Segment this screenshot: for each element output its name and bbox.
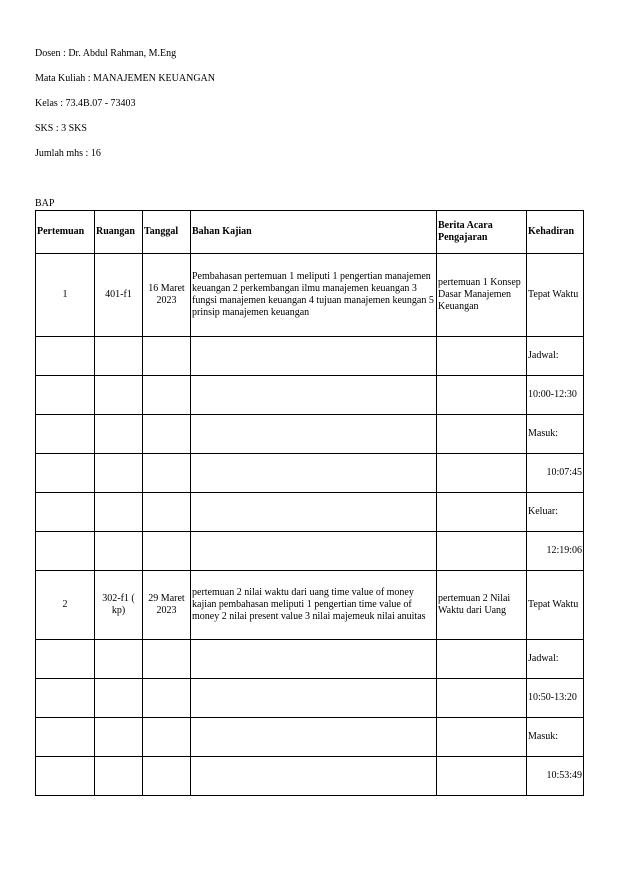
- table-row: [36, 640, 584, 679]
- mata-kuliah-line: Mata Kuliah : MANAJEMEN KEUANGAN: [35, 73, 215, 84]
- kelas-line: Kelas : 73.4B.07 - 73403: [35, 98, 136, 109]
- col-header-ruangan: Ruangan: [95, 211, 143, 254]
- bahan-kajian-cell: pertemuan 2 nilai waktu dari uang time value of money kajian pembahasan meliputi 1 pengertian time value of money 2 nilai present value 3 nilai majemeuk nilai anuitas: [191, 571, 437, 640]
- jadwal-label: Jadwal:: [527, 337, 584, 376]
- kehadiran-cell: Tepat Waktu: [527, 571, 584, 640]
- masuk-label: Masuk:: [527, 415, 584, 454]
- pertemuan-cell: 1: [36, 254, 95, 337]
- table-row: [36, 532, 584, 571]
- table-row: [36, 571, 584, 640]
- bap-table: [35, 210, 584, 796]
- table-row: [36, 337, 584, 376]
- keluar-label: Keluar:: [527, 493, 584, 532]
- tanggal-cell: 16 Maret 2023: [143, 254, 191, 337]
- masuk-value: 10:07:45: [527, 454, 584, 493]
- kehadiran-cell: Tepat Waktu: [527, 254, 584, 337]
- jadwal-value: 10:50-13:20: [527, 679, 584, 718]
- dosen-line: Dosen : Dr. Abdul Rahman, M.Eng: [35, 48, 177, 59]
- col-header-kehadiran: Kehadiran: [527, 211, 584, 254]
- masuk-label: Masuk:: [527, 718, 584, 757]
- sks-line: SKS : 3 SKS: [35, 123, 87, 134]
- pertemuan-cell: 2: [36, 571, 95, 640]
- table-row: [36, 454, 584, 493]
- berita-acara-cell: pertemuan 1 Konsep Dasar Manajemen Keuangan: [437, 254, 527, 337]
- ruangan-cell: 401-f1: [95, 254, 143, 337]
- table-row: [36, 757, 584, 796]
- masuk-value: 10:53:49: [527, 757, 584, 796]
- jadwal-label: Jadwal:: [527, 640, 584, 679]
- col-header-bahan-kajian: Bahan Kajian: [191, 211, 437, 254]
- table-row: [36, 254, 584, 337]
- table-row: [36, 718, 584, 757]
- table-row: [36, 415, 584, 454]
- berita-acara-cell: pertemuan 2 Nilai Waktu dari Uang: [437, 571, 527, 640]
- jadwal-value: 10:00-12:30: [527, 376, 584, 415]
- keluar-value: 12:19:06: [527, 532, 584, 571]
- col-header-tanggal: Tanggal: [143, 211, 191, 254]
- table-row: [36, 493, 584, 532]
- table-header-row: [36, 211, 584, 254]
- table-row: [36, 376, 584, 415]
- jumlah-mhs-line: Jumlah mhs : 16: [35, 148, 101, 159]
- col-header-berita-acara: Berita Acara Pengajaran: [437, 211, 527, 254]
- table-row: [36, 679, 584, 718]
- section-title: BAP: [35, 198, 55, 209]
- col-header-pertemuan: Pertemuan: [36, 211, 95, 254]
- ruangan-cell: 302-f1 ( kp): [95, 571, 143, 640]
- tanggal-cell: 29 Maret 2023: [143, 571, 191, 640]
- bahan-kajian-cell: Pembahasan pertemuan 1 meliputi 1 pengertian manajemen keuangan 2 perkembangan ilmu manajemen keuangan 3 fungsi manajemen keuangan 4 tujuan manajemen keungan 5 prinsip manajemen keuangan: [191, 254, 437, 337]
